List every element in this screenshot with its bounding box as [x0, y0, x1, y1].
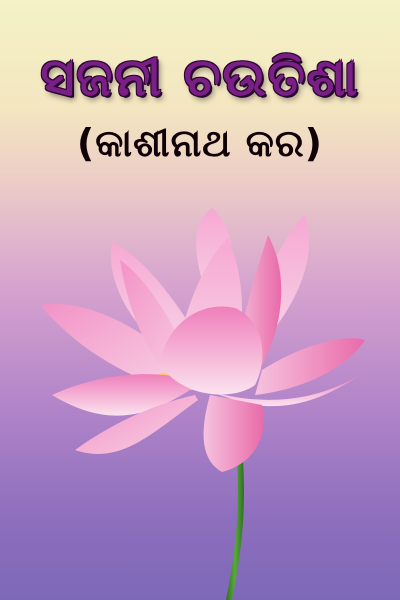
petal-right-wide	[255, 338, 365, 395]
stem	[226, 460, 244, 600]
petal-front-center	[204, 395, 264, 472]
book-author: (କାଶୀନାଥ କର)	[76, 121, 324, 165]
lotus-flower-icon	[0, 190, 400, 600]
book-title: ସଜନୀ ଚଉତିଶା	[40, 48, 360, 108]
